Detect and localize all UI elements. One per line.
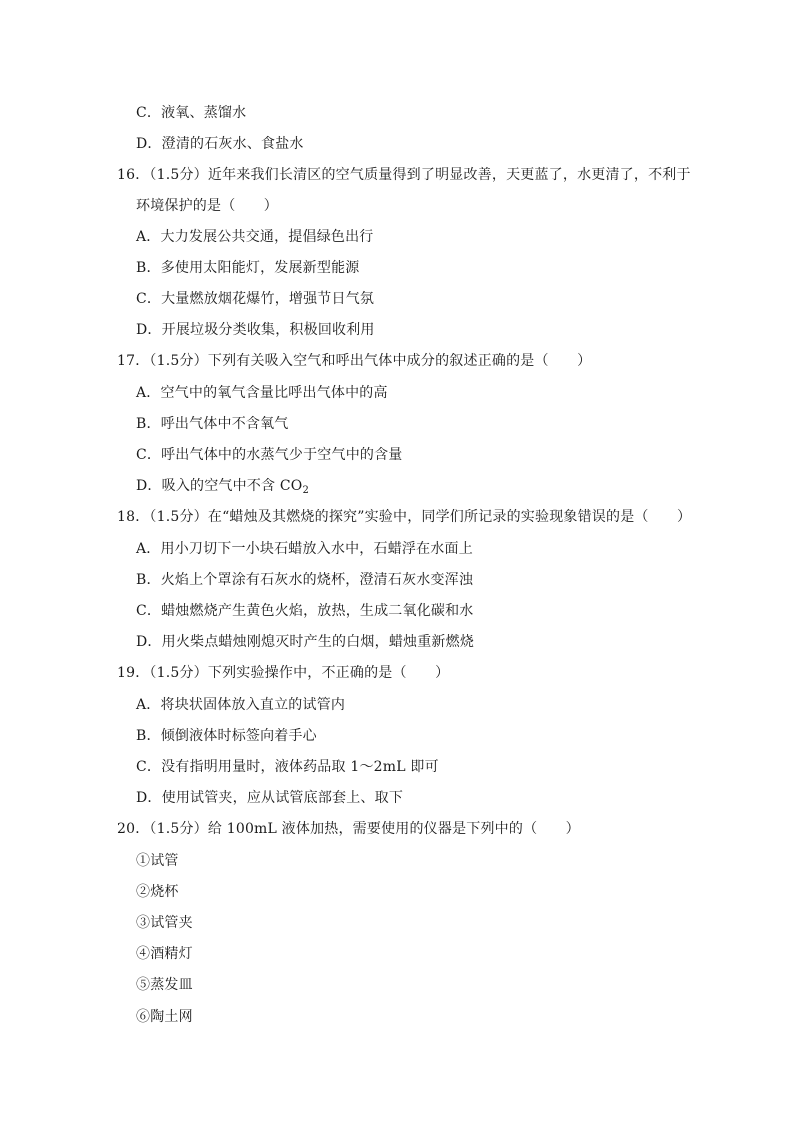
q19-option-b: B．倾倒液体时标签向着手心 bbox=[136, 728, 317, 744]
q16-stem-line1: 16．（1.5分）近年来我们长清区的空气质量得到了明显改善，天更蓝了，水更清了，不利于 bbox=[117, 167, 691, 183]
q20-item-5: ⑤蒸发皿 bbox=[136, 977, 193, 993]
q16-option-b: B．多使用太阳能灯，发展新型能源 bbox=[136, 260, 360, 276]
q20-stem: 20．（1.5分）给 100mL 液体加热，需要使用的仪器是下列中的（ ） bbox=[117, 821, 580, 837]
q15-option-c: C．液氧、蒸馏水 bbox=[136, 105, 247, 121]
q18-option-b: B．火焰上个罩涂有石灰水的烧杯，澄清石灰水变浑浊 bbox=[136, 572, 474, 588]
q19-option-c: C．没有指明用量时，液体药品取 1～2mL 即可 bbox=[136, 759, 439, 775]
q17-stem: 17．（1.5分）下列有关吸入空气和呼出气体中成分的叙述正确的是（ ） bbox=[117, 353, 592, 369]
q20-item-3: ③试管夹 bbox=[136, 915, 193, 931]
q18-stem: 18．（1.5分）在“蜡烛及其燃烧的探究”实验中，同学们所记录的实验现象错误的是（ ） bbox=[117, 509, 692, 525]
q18-option-d: D．用火柴点蜡烛刚熄灭时产生的白烟，蜡烛重新燃烧 bbox=[136, 634, 475, 650]
q17-option-a: A．空气中的氧气含量比呼出气体中的高 bbox=[136, 385, 388, 401]
q19-option-a: A．将块状固体放入直立的试管内 bbox=[136, 697, 346, 713]
q16-option-a: A．大力发展公共交通，提倡绿色出行 bbox=[136, 229, 374, 245]
q18-option-c: C．蜡烛燃烧产生黄色火焰，放热，生成二氧化碳和水 bbox=[136, 603, 474, 619]
q17-option-b: B．呼出气体中不含氧气 bbox=[136, 416, 289, 432]
q15-option-d: D．澄清的石灰水、食盐水 bbox=[136, 136, 304, 152]
q19-stem: 19．（1.5分）下列实验操作中，不正确的是（ ） bbox=[117, 665, 450, 681]
q17-option-d-subscript: 2 bbox=[302, 485, 310, 496]
q20-item-1: ①试管 bbox=[136, 853, 179, 869]
q17-option-d bbox=[136, 477, 309, 497]
q20-item-2: ②烧杯 bbox=[136, 884, 179, 900]
q17-option-c: C．呼出气体中的水蒸气少于空气中的含量 bbox=[136, 447, 403, 463]
q18-option-a: A．用小刀切下一小块石蜡放入水中，石蜡浮在水面上 bbox=[136, 541, 473, 557]
q16-option-c: C．大量燃放烟花爆竹，增强节日气氛 bbox=[136, 291, 375, 307]
q20-item-6: ⑥陶土网 bbox=[136, 1009, 193, 1025]
q16-stem-line2: 环境保护的是（ ） bbox=[136, 198, 278, 214]
q17-option-d-text: D．吸入的空气中不含 CO bbox=[136, 478, 303, 494]
q19-option-d: D．使用试管夹，应从试管底部套上、取下 bbox=[136, 790, 404, 806]
q16-option-d: D．开展垃圾分类收集，积极回收利用 bbox=[136, 322, 375, 338]
q20-item-4: ④酒精灯 bbox=[136, 946, 193, 962]
